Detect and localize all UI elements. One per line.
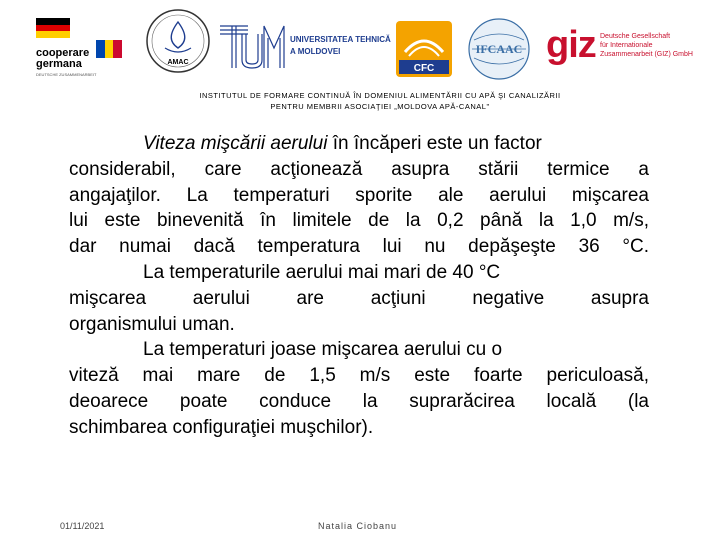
emphasis-term: Viteza mişcării aerului <box>143 133 328 154</box>
germany-flag-icon <box>36 18 70 38</box>
institute-header <box>0 90 720 112</box>
main-text <box>69 131 649 441</box>
paragraph-3: La temperaturi joase mişcarea aerului cu o viteză mai mare de 1,5 m/s este foarte periculoasă, deoarece poate conduce la suprarăcirea locală (la schimbarea configuraţiei muşchilor). <box>69 339 649 438</box>
ifcaac-logo-label: IFCAAC <box>475 42 523 56</box>
paragraph-1: Viteza mişcării aerului în încăperi este un factor considerabil, care acţionează asupra stării termice a angajaţilor. La temperaturi sporite ale aerului mişcarea lui este binevenită în limitele de la 0,2 până la 1,0 m/s, dar numai dacă temperatura lui nu depăşeşte 36 °C. <box>69 133 649 258</box>
amac-logo <box>145 8 211 74</box>
footer-author: Natalia Ciobanu <box>318 521 398 531</box>
giz-logo-subtitle: Deutsche Gesellschaft für Internationale Zusammenarbeit (GIZ) GmbH <box>600 33 693 58</box>
institute-line-2: PENTRU MEMBRII ASOCIAŢIEI „MOLDOVA APĂ-CANAL" <box>270 102 490 111</box>
logo-bar <box>0 8 720 88</box>
utm-mark-icon <box>218 20 288 72</box>
institute-line-1: INSTITUTUL DE FORMARE CONTINUĂ ÎN DOMENIUL ALIMENTĂRII CU APĂ ŞI CANALIZĂRII <box>199 91 561 100</box>
paragraph-2: La temperaturile aerului mai mari de 40 °C mişcarea aerului are acţiuni negative asupra organismului uman. <box>69 261 649 335</box>
utm-logo-text: UNIVERSITATEA TEHNICĂ A MOLDOVEI <box>290 35 391 56</box>
cfc-logo-label: CFC <box>413 63 435 74</box>
giz-logo-word: giz <box>546 24 596 66</box>
moldova-flag-icon <box>96 40 122 58</box>
ifcaac-logo <box>468 18 530 80</box>
cooperare-germana-logo <box>36 18 136 80</box>
cfc-logo <box>395 20 453 78</box>
giz-logo <box>546 24 693 72</box>
coop-logo-subtext: DEUTSCHE ZUSAMMENARBEIT <box>36 72 97 77</box>
coop-logo-text: cooperare germana <box>36 47 90 70</box>
utm-logo <box>218 20 391 72</box>
amac-logo-label: AMAC <box>167 59 189 66</box>
footer-date: 01/11/2021 <box>60 521 105 531</box>
